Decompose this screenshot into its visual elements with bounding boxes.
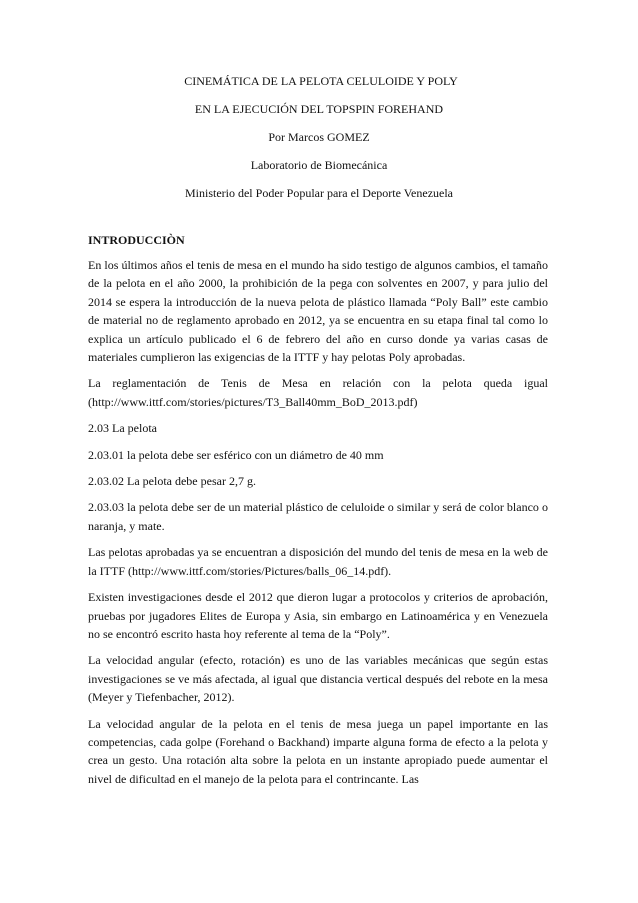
paragraph-research: Existen investigaciones desde el 2012 que dieron lugar a protocolos y criterios de aprobación, pruebas por jugadores Elites de Europa y Asia, sin embargo en Latinoamérica y en Venezuela no se encontró escrito hasta hoy referente al tema de la “Poly”. [88, 590, 548, 641]
ministry-line: Ministerio del Poder Popular para el Deporte Venezuela [184, 186, 454, 200]
paragraph-regulation: La reglamentación de Tenis de Mesa en relación con la pelota queda igual (http://www.ittf.com/stories/pictures/T3_Ball40mm_BoD_2013.pdf) [88, 376, 548, 409]
paragraph-intro: En los últimos años el tenis de mesa en el mundo ha sido testigo de algunos cambios, el tamaño de la pelota en el año 2000, la prohibición de la pega con solventes en 2007, y para julio del 2014 se espera la introducción de la nueva pelota de plástico llamada “Poly Ball” este cambio de material no de reglamento aprobado en 2012, ya se encuentra en su etapa final tal como lo explica un artículo publicado el 6 de febrero del año en curso donde ya varias casas de materiales cumplieron las exigencias de la ITTF y hay pelotas Poly aprobadas. [88, 258, 548, 365]
title-line-2: EN LA EJECUCIÓN DEL TOPSPIN FOREHAND [194, 102, 444, 116]
paragraph-angular-velocity-2: La velocidad angular de la pelota en el tenis de mesa juega un papel importante en las competencias, cada golpe (Forehand o Backhand) imparte alguna forma de efecto a la pelota y crea un gesto. Una rotación alta sobre la pelota en un instante apropiado puede aumentar el nivel de dificultad en el manejo de la pelota para el contrincante. Las [88, 716, 548, 786]
document-header [0, 75, 638, 215]
document-body [88, 234, 548, 796]
rule-2-03-03: 2.03.03 la pelota debe ser de un material plástico de celuloide o similar y será de color blanco o naranja, y mate. [88, 500, 548, 533]
paragraph-angular-velocity: La velocidad angular (efecto, rotación) es uno de las variables mecánicas que según estas investigaciones se ve más afectada, al igual que distancia vertical después del rebote en la mesa (Meyer y Tiefenbacher, 2012). [88, 653, 548, 705]
rule-2-03-02: 2.03.02 La pelota debe pesar 2,7 g. [88, 474, 256, 489]
section-heading: INTRODUCCIÒN [88, 233, 185, 247]
rule-2-03-01: 2.03.01 la pelota debe ser esférico con un diámetro de 40 mm [88, 447, 384, 462]
author-line: Por Marcos GOMEZ [268, 130, 370, 144]
paragraph-approved-balls: Las pelotas aprobadas ya se encuentran a disposición del mundo del tenis de mesa en la web de la ITTF (http://www.ittf.com/stories/Pictures/balls_06_14.pdf). [88, 545, 548, 578]
lab-line: Laboratorio de Biomecánica [250, 158, 388, 172]
title-line-1: CINEMÁTICA DE LA PELOTA CELULOIDE Y POLY [184, 74, 458, 88]
rule-2-03: 2.03 La pelota [88, 421, 157, 436]
